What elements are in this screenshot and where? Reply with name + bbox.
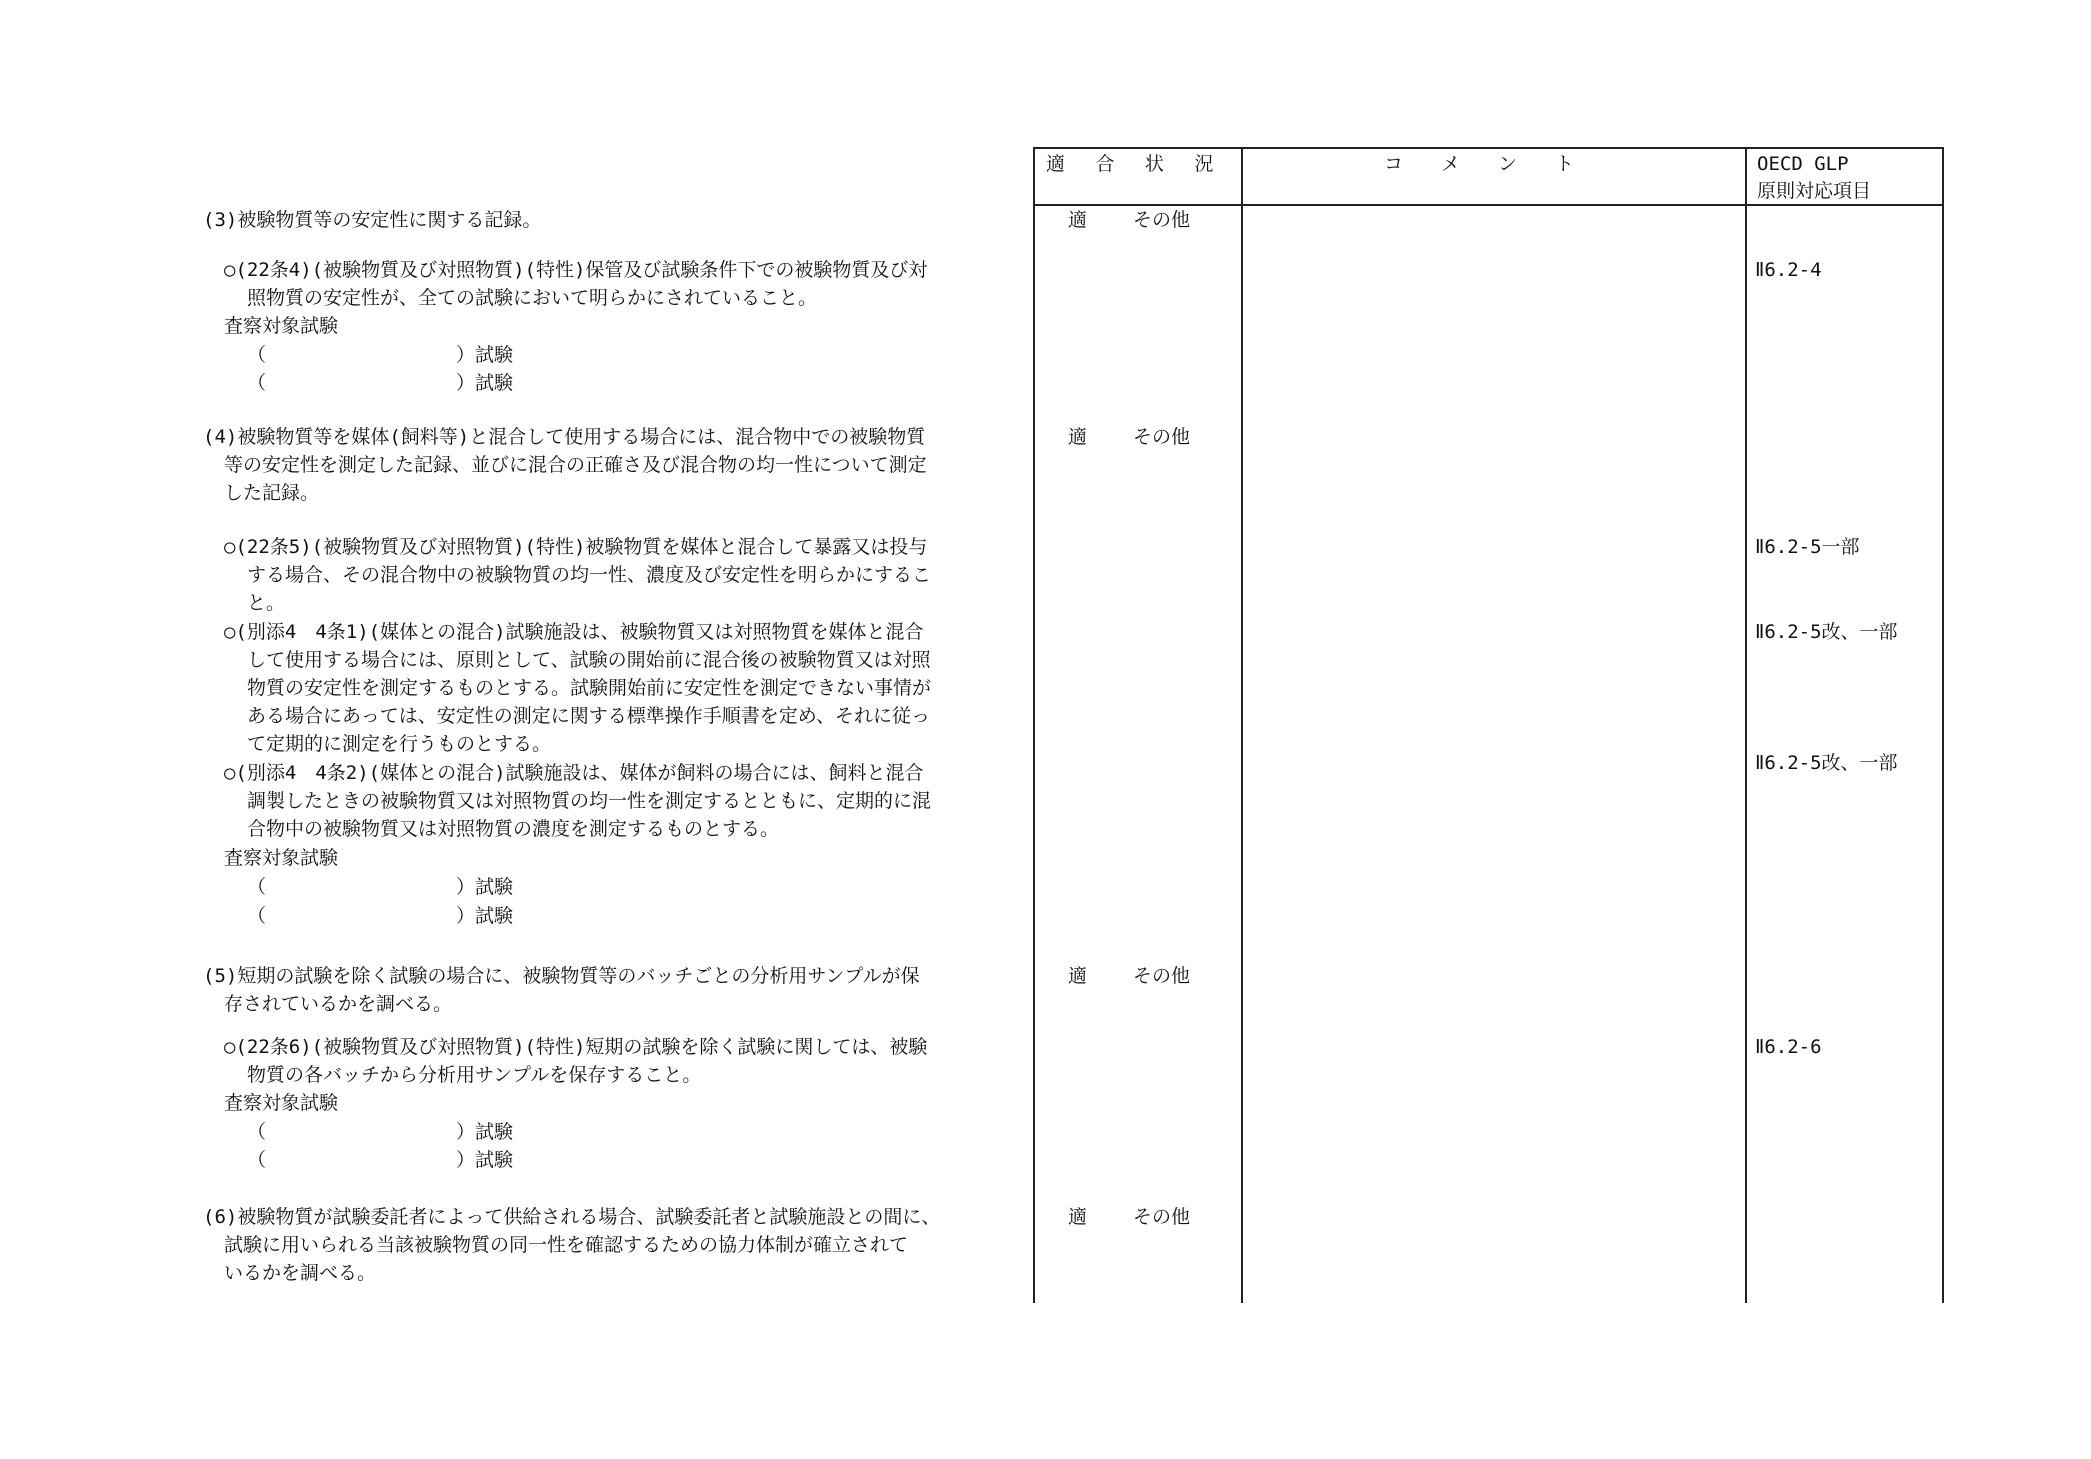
section-4-rule-2-line-5: て定期的に測定を行うものとする。: [247, 733, 552, 755]
section-5-heading-line-2: 存されているかを調べる。: [224, 993, 453, 1015]
section-4-status-fit: 適: [1068, 426, 1088, 448]
section-5-rule-1-ref: Ⅱ6.2-6: [1755, 1036, 1822, 1058]
section-5-test-slot-2: （ ）試験: [247, 1149, 514, 1171]
section-4-rule-2-line-4: ある場合にあっては、安定性の測定に関する標準操作手順書を定め、それに従っ: [247, 705, 931, 727]
section-4-rule-2-ref: Ⅱ6.2-5改、一部: [1755, 621, 1898, 643]
section-5-heading-line-1: (5)短期の試験を除く試験の場合に、被験物質等のバッチごとの分析用サンプルが保: [203, 965, 920, 987]
section-4-rule-1-ref: Ⅱ6.2-5一部: [1755, 536, 1860, 558]
column-divider-status-comment: [1241, 147, 1243, 1303]
section-3-rule-1-line-2: 照物質の安定性が、全ての試験において明らかにされていること。: [247, 287, 818, 309]
section-4-rule-3-ref: Ⅱ6.2-5改、一部: [1755, 752, 1898, 774]
section-4-rule-3-line-1: ○(別添4 4条2)(媒体との混合)試験施設は、媒体が飼料の場合には、飼料と混合: [224, 762, 924, 784]
section-4-rule-1-line-3: と。: [247, 592, 286, 614]
column-divider-left: [1033, 147, 1035, 1303]
section-3-rule-1-ref: Ⅱ6.2-4: [1755, 259, 1822, 281]
section-4-test-slot-2: （ ）試験: [247, 905, 514, 927]
section-4-rule-1-line-2: する場合、その混合物中の被験物質の均一性、濃度及び安定性を明らかにするこ: [247, 564, 932, 586]
table-top-border: [1033, 147, 1943, 149]
column-divider-right: [1942, 147, 1944, 1303]
section-4-rule-3-line-2: 調製したときの被験物質又は対照物質の均一性を測定するとともに、定期的に混: [247, 790, 932, 812]
section-3-inspection-label: 査察対象試験: [224, 315, 339, 337]
section-6-heading-line-2: 試験に用いられる当該被験物質の同一性を確認するための協力体制が確立されて: [224, 1234, 909, 1256]
section-5-test-slot-1: （ ）試験: [247, 1121, 514, 1143]
section-4-rule-2-line-3: 物質の安定性を測定するものとする。試験開始前に安定性を測定できない事情が: [247, 677, 932, 699]
section-5-rule-1-line-1: ○(22条6)(被験物質及び対照物質)(特性)短期の試験を除く試験に関しては、被験: [224, 1036, 928, 1058]
comment-column-header: コ メ ン ト: [1384, 153, 1575, 175]
section-6-heading-line-1: (6)被験物質が試験委託者によって供給される場合、試験委託者と試験施設との間に、: [203, 1206, 941, 1228]
section-4-rule-3-line-3: 合物中の被験物質又は対照物質の濃度を測定するものとする。: [247, 818, 780, 840]
section-3-rule-1-line-1: ○(22条4)(被験物質及び対照物質)(特性)保管及び試験条件下での被験物質及び対: [224, 259, 928, 281]
section-4-rule-1-line-1: ○(22条5)(被験物質及び対照物質)(特性)被験物質を媒体と混合して暴露又は投与: [224, 536, 928, 558]
section-4-inspection-label: 査察対象試験: [224, 847, 339, 869]
section-3-status-other: その他: [1133, 209, 1191, 231]
section-3-test-slot-2: （ ）試験: [247, 372, 514, 394]
section-4-rule-2-line-2: して使用する場合には、原則として、試験の開始前に混合後の被験物質又は対照: [247, 649, 931, 671]
oecd-column-header-line2: 原則対応項目: [1757, 180, 1872, 202]
status-column-header: 適 合 状 況: [1046, 153, 1214, 175]
section-4-rule-2-line-1: ○(別添4 4条1)(媒体との混合)試験施設は、被験物質又は対照物質を媒体と混合: [224, 621, 924, 643]
section-4-status-other: その他: [1133, 426, 1191, 448]
section-3-heading: (3)被験物質等の安定性に関する記録。: [203, 209, 542, 231]
section-3-status-fit: 適: [1068, 209, 1088, 231]
section-4-heading-line-2: 等の安定性を測定した記録、並びに混合の正確さ及び混合物の均一性について測定: [224, 454, 927, 476]
section-4-heading-line-3: した記録。: [224, 482, 320, 504]
section-4-test-slot-1: （ ）試験: [247, 876, 514, 898]
section-6-status-other: その他: [1133, 1206, 1191, 1228]
section-5-rule-1-line-2: 物質の各バッチから分析用サンプルを保存すること。: [247, 1064, 702, 1086]
section-5-inspection-label: 査察対象試験: [224, 1092, 339, 1114]
section-5-status-fit: 適: [1068, 965, 1088, 987]
section-4-heading-line-1: (4)被験物質等を媒体(飼料等)と混合して使用する場合には、混合物中での被験物質: [203, 426, 926, 448]
oecd-column-header-line1: OECD GLP: [1757, 153, 1849, 175]
section-6-status-fit: 適: [1068, 1206, 1088, 1228]
column-divider-comment-oecd: [1745, 147, 1747, 1303]
section-6-heading-line-3: いるかを調べる。: [224, 1262, 377, 1284]
section-3-test-slot-1: （ ）試験: [247, 344, 514, 366]
section-5-status-other: その他: [1133, 965, 1191, 987]
